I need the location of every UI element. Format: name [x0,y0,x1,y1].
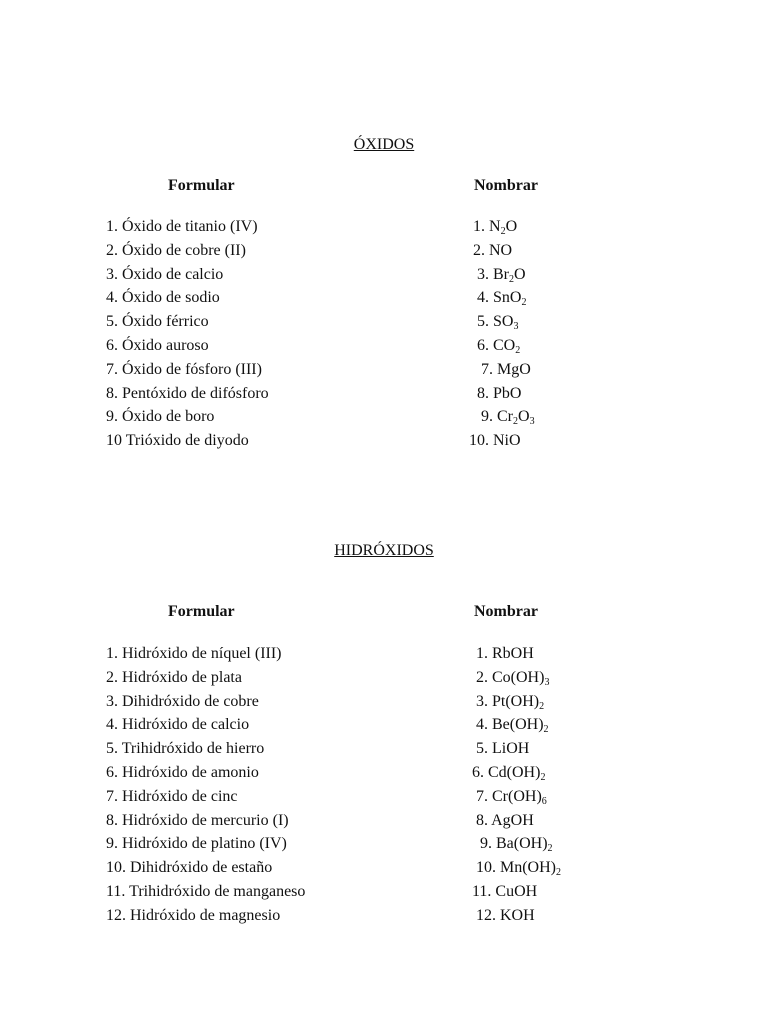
hidroxidos-nombrar-item: 3. $Pt(OH)_2$ [468,692,545,712]
hidroxidos-nombrar-item: 5. LiOH [468,740,530,758]
oxidos-nombrar-item: 9. $Cr_2O_3$ [469,408,535,428]
oxidos-nombrar-item: 6. $CO_2$ [469,336,521,356]
oxidos-nombrar-item: 8. PbO [469,384,522,402]
hidroxidos-formular-item: 12. Hidróxido de magnesio [106,906,281,924]
hidroxidos-nombrar-item: 11. CuOH [468,882,538,900]
hidroxidos-formular-list [106,642,305,928]
oxidos-formular-item: 9. Óxido de boro [106,408,215,426]
hidroxidos-formular-item: 6. Hidróxido de amonio [106,763,259,781]
hidroxidos-nombrar-item: 1. RbOH [468,645,534,662]
hidroxidos-formular-item: 7. Hidróxido de cinc [106,787,238,805]
hidroxidos-nombrar-item: 8. AgOH [468,811,534,829]
oxidos-nombrar-item: 2. NO [469,241,513,259]
hidroxidos-title: HIDRÓXIDOS [334,542,434,559]
hidroxidos-nombrar-item: 2. $Co(OH)_3$ [468,668,550,688]
hidroxidos-nombrar-item: 7. $Cr(OH)_6$ [468,787,547,807]
oxidos-formular-item: 3. Óxido de calcio [106,265,224,283]
hidroxidos-formular-item: 10. Dihidróxido de estaño [106,859,273,877]
oxidos-formular-header: Formular [168,177,235,194]
hidroxidos-nombrar-list [468,642,561,928]
hidroxidos-formular-item: 5. Trihidróxido de hierro [106,740,265,758]
hidroxidos-formular-header: Formular [168,603,235,620]
hidroxidos-formular-item: 2. Hidróxido de plata [106,668,242,686]
oxidos-nombrar-item: 1. $N_2O$ [469,218,518,237]
oxidos-formular-list [106,215,269,453]
hidroxidos-formular-item: 9. Hidróxido de platino (IV) [106,835,287,853]
oxidos-formular-item: 2. Óxido de cobre (II) [106,241,246,259]
oxidos-formular-item: 1. Óxido de titanio (IV) [106,218,258,235]
oxidos-formular-item: 7. Óxido de fósforo (III) [106,360,262,378]
oxidos-formular-item: 4. Óxido de sodio [106,289,220,307]
oxidos-nombrar-list [469,215,535,453]
hidroxidos-nombrar-item: 4. $Be(OH)_2$ [468,716,549,736]
hidroxidos-nombrar-header: Nombrar [474,603,538,620]
hidroxidos-nombrar-item: 6. $Cd(OH)_2$ [468,763,546,783]
hidroxidos-formular-item: 8. Hidróxido de mercurio (I) [106,811,289,829]
oxidos-nombrar-item: 4. SnO$_2$ [469,289,527,309]
hidroxidos-nombrar-item: 9. $Ba(OH)_2$ [468,835,553,855]
hidroxidos-formular-item: 1. Hidróxido de níquel (III) [106,645,282,662]
hidroxidos-nombrar-item: 12. KOH [468,906,535,924]
oxidos-formular-item: 8. Pentóxido de difósforo [106,384,269,402]
oxidos-title: ÓXIDOS [353,136,415,153]
hidroxidos-nombrar-item: 10. $Mn(OH)_2$ [468,859,561,879]
oxidos-nombrar-item: 3. $Br_2O$ [469,265,526,285]
oxidos-nombrar-item: 10. NiO [469,432,521,450]
hidroxidos-formular-item: 11. Trihidróxido de manganeso [106,882,306,900]
oxidos-formular-item: 10 Trióxido de diyodo [106,432,249,450]
hidroxidos-formular-item: 4. Hidróxido de calcio [106,716,250,734]
oxidos-formular-item: 5. Óxido férrico [106,313,209,331]
hidroxidos-formular-item: 3. Dihidróxido de cobre [106,692,259,710]
oxidos-nombrar-header: Nombrar [474,177,538,194]
oxidos-nombrar-item: 7. MgO [469,360,531,378]
oxidos-formular-item: 6. Óxido auroso [106,336,209,354]
oxidos-nombrar-item: 5. $SO_3$ [469,313,519,333]
